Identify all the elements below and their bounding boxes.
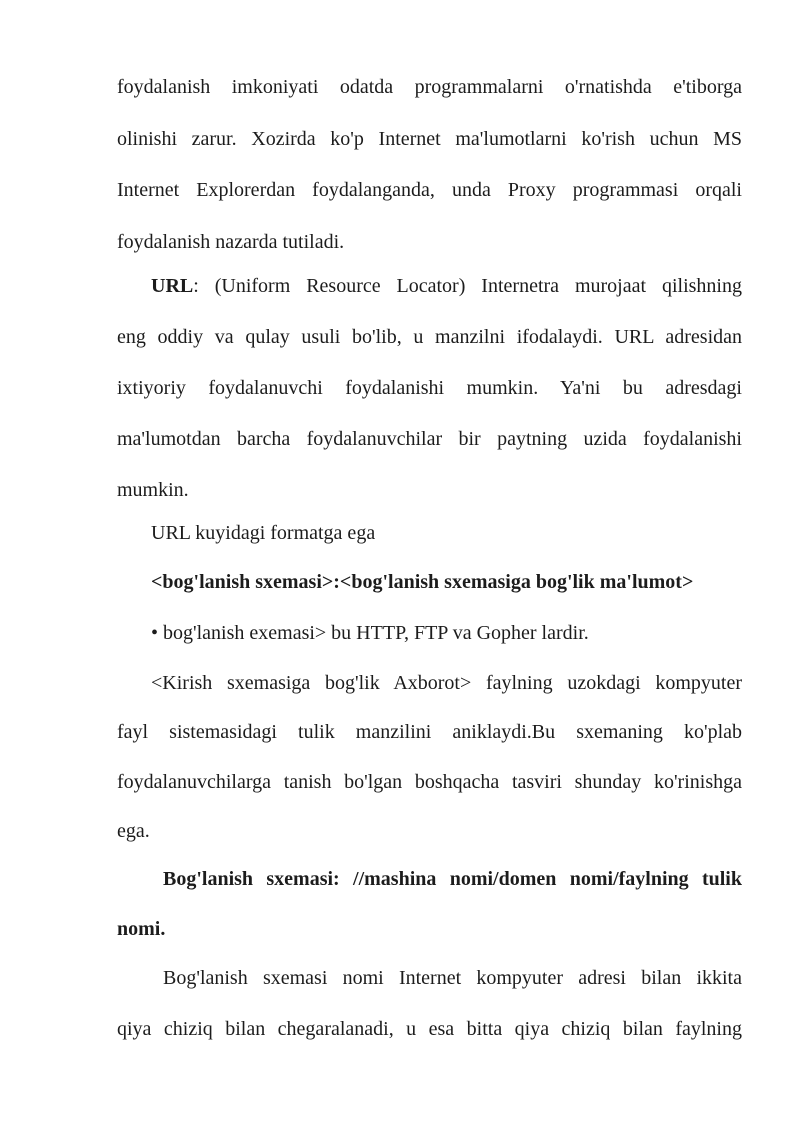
text-line: ixtiyoriy foydalanuvchi foydalanishi mumkin. Ya'ni bu adresdagi (117, 377, 742, 399)
scheme-line (163, 868, 742, 891)
text-line: mumkin. (117, 479, 189, 501)
text-line: <Kirish sxemasiga bog'lik Axborot> faylning uzokdagi kompyuter (151, 672, 742, 694)
url-definition-text: : (Uniform Resource Locator) Internetra murojaat qilishning (193, 275, 742, 297)
text-line: foydalanuvchilarga tanish bo'lgan boshqacha tasviri shunday ko'rinishga (117, 771, 742, 793)
scheme-text: Bog'lanish sxemasi: //mashina nomi/domen nomi/faylning tulik (163, 868, 742, 890)
text-line: Internet Explorerdan foydalanganda, unda Proxy programmasi orqali (117, 179, 742, 201)
text-line: olinishi zarur. Xozirda ko'p Internet ma'lumotlarni ko'rish uchun MS (117, 128, 742, 150)
format-intro: URL kuyidagi formatga ega (151, 522, 376, 544)
scheme-text: nomi. (117, 918, 166, 940)
text-line: ega. (117, 820, 150, 842)
text-line: fayl sistemasidagi tulik manzilini aniklaydi.Bu sxemaning ko'plab (117, 721, 742, 743)
text-line: ma'lumotdan barcha foydalanuvchilar bir paytning uzida foydalanishi (117, 428, 742, 450)
format-template: <bog'lanish sxemasi>:<bog'lanish sxemasiga bog'lik ma'lumot> (151, 571, 694, 593)
text-line: qiya chiziq bilan chegaralanadi, u esa bitta qiya chiziq bilan faylning (117, 1018, 742, 1040)
url-term: URL (151, 275, 194, 297)
text-line: foydalanish imkoniyati odatda programmalarni o'rnatishda e'tiborga (117, 76, 742, 98)
bullet-item: • bog'lanish exemasi> bu HTTP, FTP va Gopher lardir. (151, 622, 589, 644)
scheme-line (117, 918, 742, 941)
text-line: eng oddiy va qulay usuli bo'lib, u manzilni ifodalaydi. URL adresidan (117, 326, 742, 348)
text-line: foydalanish nazarda tutiladi. (117, 231, 345, 253)
text-line: Bog'lanish sxemasi nomi Internet kompyuter adresi bilan ikkita (163, 967, 742, 989)
format-line (151, 571, 742, 594)
url-definition-line (151, 275, 742, 298)
